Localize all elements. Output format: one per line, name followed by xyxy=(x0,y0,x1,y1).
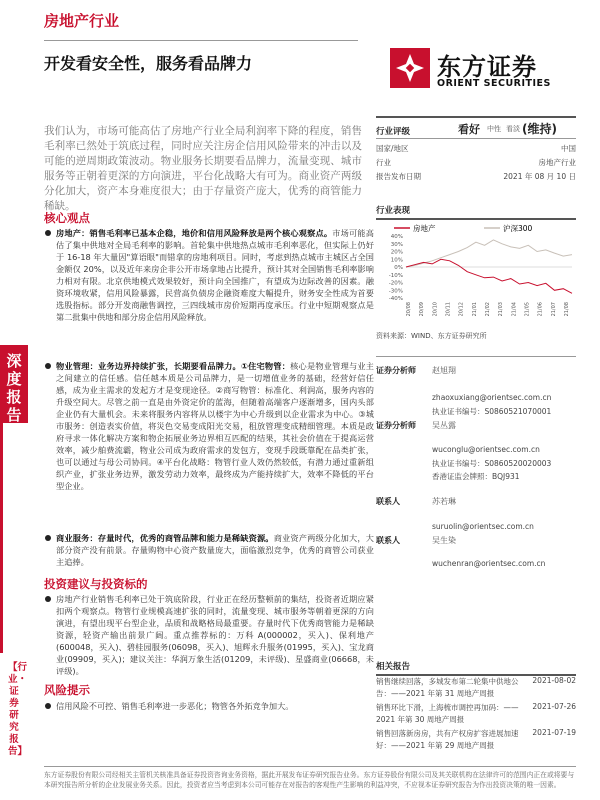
x-tick-label: 21/02 xyxy=(485,302,491,317)
logo-text-cn: 东方证券 xyxy=(437,53,537,81)
core-views-heading: 核心观点 xyxy=(44,211,90,225)
chart-legend xyxy=(394,223,533,233)
x-tick-label: 21/04 xyxy=(511,302,518,317)
x-tick-label: 20/10 xyxy=(432,302,439,317)
info-industry-value: 房地产行业 xyxy=(538,158,576,167)
risk-heading: 风险提示 xyxy=(44,683,90,697)
footer-divider xyxy=(44,766,576,767)
report-category-label: 【行业・证券研究报告】 xyxy=(8,662,28,757)
info-date-value: 2021 年 08 月 10 日 xyxy=(503,172,576,181)
x-tick-label: 20/11 xyxy=(445,302,452,317)
y-tick-label: -10% xyxy=(388,272,403,279)
related-report-3[interactable]: 销售回落新房房，共有产权房扩容进展加速 好：——2021 年第 29 周地产周报 xyxy=(376,729,519,750)
contact-2-label: 联系人 xyxy=(376,536,400,545)
rating-bottom-rule xyxy=(376,138,576,139)
rating-value: 看好 xyxy=(458,123,480,136)
core-point-real-estate: 房地产：销售毛利率已基本企稳，地价和信用风险释放是两个核心观察点。市场可能高估了集中供地对全局毛利率的影响。首轮集中供地热点城市毛利率恶化，但实际上仍好于 16-18 年大量因"算语眼"而错拿的房地利项目。同时，考虑到热点城市主城区占全国金额仅 20%，以及近年来房企非公开市场拿地占比提升，预计其对全国销售毛利率影响力相对有限。北京供地模式效果较好，预计向全国推广，有望成为边际改善的因素。融资环境收紧，信用风险暴露，民营高负债房企融资难度大幅提升，财务安全性成为首要选股指标。部分开发商融售调控，三四线城市房价短期再度承压。行业中短期观察点是第二批集中供地和部分房企信用风险释放。 xyxy=(56,227,374,323)
disclaimer-footer: 东方证券股份有限公司经相关主管机关核准具备证券投资咨询业务资格，据此开展发布证券研究报告业务。东方证券股份有限公司及其关联机构在法律许可的范围内正在或将要与本研究报告所分析的企业发展业务关系。因此，投资者应当考虑到本公司可能存在对报告的客观性产生影响的利益冲突，不应视本证券研究报告为作出投资决策的唯一因素。 xyxy=(44,771,575,789)
x-tick-label: 21/06 xyxy=(537,302,544,317)
analyst-top-rule xyxy=(376,356,576,357)
investment-heading: 投资建议与投资标的 xyxy=(44,577,148,591)
chart-x-axis xyxy=(406,302,570,316)
rating-label: 行业评级 xyxy=(376,127,411,137)
related-report-3-date: 2021-07-19 xyxy=(532,728,576,737)
x-tick-label: 20/09 xyxy=(419,302,426,317)
chart-source: 资料来源：WIND、东方证券研究所 xyxy=(376,332,487,340)
rating-maintained: (维持) xyxy=(522,122,557,136)
industry-performance-chart xyxy=(376,222,576,326)
related-reports-heading: 相关报告 xyxy=(376,662,411,672)
contact-2-name: 吴生染 xyxy=(432,536,456,545)
x-tick-label: 20/08 xyxy=(406,302,412,317)
report-title: 开发看安全性，服务看品牌力 xyxy=(44,54,253,73)
series-line-沪深300 xyxy=(406,240,572,267)
rating-neutral: 中性 xyxy=(487,125,501,133)
y-tick-label: -40% xyxy=(388,296,403,302)
core-point-commercial: 商业服务：存量时代，优秀的商管品牌和能力是稀缺资源。商业资产两级分化加大，大部分资产没有前景。存量购物中心资产数量庞大，面临激烈竞争，优秀的商管公司获业主追捧。 xyxy=(56,532,374,568)
legend-real-estate: 房地产 xyxy=(413,224,436,233)
bullet-icon xyxy=(45,363,51,369)
performance-rule xyxy=(376,218,576,220)
chart-plot-area xyxy=(406,240,572,293)
info-industry-label: 行业 xyxy=(376,158,391,167)
report-type-label: 深度报告 xyxy=(6,352,22,424)
series-line-房地产 xyxy=(406,259,572,293)
analyst-1-license: 执业证书编号：S0860521070001 xyxy=(432,407,552,416)
analyst-1-email[interactable]: zhaoxuxiang@orientsec.com.cn xyxy=(432,393,552,402)
analyst-1-label: 证券分析师 xyxy=(376,366,416,375)
y-tick-label: 30% xyxy=(390,241,403,248)
related-report-1[interactable]: 销售继续回落，多城发布第二轮集中供地公告：——2021 年第 31 周地产周报 xyxy=(376,677,519,698)
x-tick-label: 21/08 xyxy=(564,302,570,317)
x-tick-label: 21/01 xyxy=(471,302,478,317)
analyst-1-name: 赵旭翔 xyxy=(432,366,456,375)
analyst-2-hk-license: 香港证监会牌照：BQJ931 xyxy=(432,472,520,481)
contact-2-email[interactable]: wuchenran@orientsec.com.cn xyxy=(432,559,546,568)
bullet-icon xyxy=(45,596,51,602)
related-report-2-date: 2021-07-26 xyxy=(532,702,576,711)
contact-1-email[interactable]: suruolin@orientsec.com.cn xyxy=(432,522,534,531)
info-country-label: 国家/地区 xyxy=(376,144,409,153)
bullet-icon xyxy=(45,230,51,236)
bullet-icon xyxy=(45,535,51,541)
x-tick-label: 21/07 xyxy=(550,302,557,317)
y-tick-label: -30% xyxy=(388,288,403,295)
y-tick-label: 0% xyxy=(394,265,403,271)
performance-heading: 行业表现 xyxy=(376,206,411,216)
risk-paragraph: 信用风险不可控、销售毛利率进一步恶化；物管各外拓竞争加大。 xyxy=(56,700,374,712)
analyst-2-license: 执业证书编号：S0860520020003 xyxy=(432,459,552,468)
contact-1-label: 联系人 xyxy=(376,497,400,506)
analyst-2-label: 证券分析师 xyxy=(376,421,416,430)
legend-csi300: 沪深300 xyxy=(503,224,533,233)
contact-1-name: 苏若琳 xyxy=(432,497,456,506)
rating-bearish: 看淡 xyxy=(506,125,520,133)
logo-text-en: ORIENT SECURITIES xyxy=(437,78,551,89)
y-tick-label: 10% xyxy=(390,257,403,264)
analyst-2-name: 吴丛露 xyxy=(432,421,456,430)
bullet-icon xyxy=(45,703,51,709)
related-report-1-date: 2021-08-02 xyxy=(532,676,576,685)
y-tick-label: -20% xyxy=(388,280,403,287)
info-date-label: 报告发布日期 xyxy=(376,172,421,181)
x-tick-label: 21/05 xyxy=(524,302,531,317)
related-report-2[interactable]: 销售环比下滑，上海梳市调控再加码：——2021 年第 30 周地产周报 xyxy=(376,703,519,724)
summary-paragraph: 我们认为，市场可能高估了房地产行业全局利润率下降的程度，销售毛利率已然处于筑底过程，同时应关注房企信用风险带来的冲击以及可能的逆周期政策波动。物业服务长期要看品牌力，流量变现、城市服务等正朝着更深的方向演进，平台化战略大有可为。商业资产两级分化加大，资产本身难度很大；由于存量资产庞大，优秀的商管能力稀缺。 xyxy=(44,125,362,212)
rating-top-rule xyxy=(376,116,576,118)
header-divider xyxy=(44,40,358,41)
analyst-2-email[interactable]: wuconglu@orientsec.com.cn xyxy=(432,445,540,454)
band-divider xyxy=(0,423,3,653)
orient-logo-icon xyxy=(390,48,430,88)
investment-paragraph: 房地产行业销售毛利率已处于筑底阶段，行业正在经历整顿前的集结，投资者近期应紧扣两个观察点。物管行业规模高速扩张的同时，流量变现、城市服务等朝着更深的方向演进，有望出现平台型企业，品质和战略格局最重要。存量时代下优秀商管能力是稀缺资源，轻资产输出前景广阔。重点推荐标的：万科 A(000002，买入)、保利地产(600048，买入)、碧桂园服务(06098，买入)、旭辉永升服务(01995，买入)、宝龙商业(09909，买入)；建议关注：华润万象生活(01209，未评级)、星盛商业(06668，未评级)。 xyxy=(56,593,374,677)
info-country-value: 中国 xyxy=(561,144,576,153)
y-tick-label: 20% xyxy=(390,249,403,256)
x-tick-label: 20/12 xyxy=(458,302,465,317)
industry-title: 房地产行业 xyxy=(44,12,120,30)
x-tick-label: 21/03 xyxy=(498,302,505,317)
core-point-property-management: 物业管理：业务边界持续扩张，长期要看品牌力。①住宅物管：核心是物业管理与业主之间建立的信任感。信任越本质是公司品牌力，是一切增值业务的基础，经营好信任感，成为业主需求的发起方才是变现途径。②商写物管：标准化、利润高，服务内容的升级空间大。尽管之前一直是由外资定价的蓝海，但随着高端客户逐渐增多，国内头部企业仍有大量机会。未来将服务内容将从以楼宇为中心升级到以企业需求为中心。③城市服务：创造表实价值，将災色交易变成阳光交易，租放管理变成精细管理。本质是政府寻求一体化解决方案和物企拓展业务边界相互匹配的结果，其社会价值在于提高运营效率，减少舶费流霸，物业公司成为政府需求的发包方，变现手段既靠配在品类扩张，也可以通过与母公司协同。④平台化战略：物管行业人效仍然较低，有潜力通过重新组织产业，扩张业务边界，激发劳动力效率，最终成为产能持续扩大，效率不降低的平台型企业。 xyxy=(56,360,374,492)
y-tick-label: 40% xyxy=(390,234,403,240)
